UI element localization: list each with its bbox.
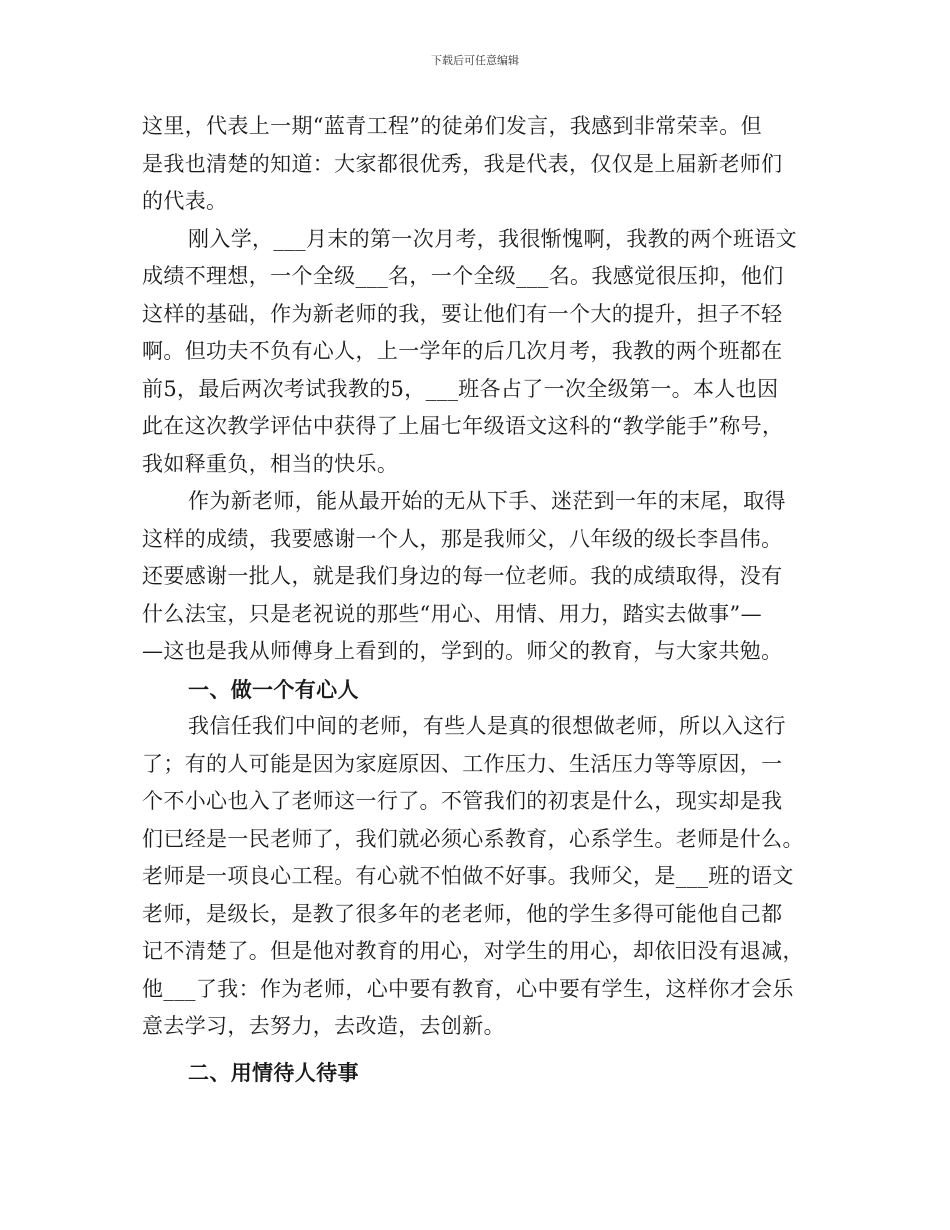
page-header: 下载后可任意编辑 [431, 54, 519, 67]
section-heading: 一、做一个有心人 [188, 676, 359, 702]
text-line: 他___了我：作为老师，心中要有教育，心中要有学生，这样你才会乐 [142, 976, 794, 1001]
text-line: 这样的基础，作为新老师的我，要让他们有一个大的提升，担子不轻 [142, 301, 783, 326]
text-line: 这样的成绩，我要感谢一个人，那是我师父，八年级的级长李昌伟。 [142, 526, 783, 551]
section-heading: 二、用情待人待事 [188, 1059, 359, 1085]
text-line: 们已经是一民老师了，我们就必须心系教育，心系学生。老师是什么。 [142, 826, 804, 851]
text-line: 我如释重负，相当的快乐。 [142, 451, 399, 476]
text-line: 的代表。 [142, 189, 228, 213]
text-line: 作为新老师，能从最开始的无从下手、迷茫到一年的末尾，取得 [188, 489, 786, 513]
text-line: —这也是我从师傅身上看到的，学到的。师父的教育，与大家共勉。 [142, 639, 783, 663]
text-line: 老师，是级长，是教了很多年的老老师，他的学生多得可能他自己都 [142, 901, 783, 926]
text-line: 意去学习，去努力，去改造，去创新。 [142, 1014, 505, 1038]
text-line: 什么法宝，只是老祝说的那些“用心、用情、用力，踏实去做事”— [142, 601, 762, 626]
text-line: 我信任我们中间的老师，有些人是真的很想做老师，所以入这行 [188, 714, 786, 738]
text-line: 还要感谢一批人，就是我们身边的每一位老师。我的成绩取得，没有 [142, 564, 783, 588]
text-line: 啊。但功夫不负有心人，上一学年的后几次月考，我教的两个班都在 [142, 339, 783, 363]
text-line: 老师是一项良心工程。有心就不怕做不好事。我师父，是___班的语文 [142, 864, 794, 888]
text-line: 刚入学，___月末的第一次月考，我很惭愧啊，我教的两个班语文 [188, 226, 797, 251]
document-body [142, 108, 822, 1091]
text-line: 此在这次教学评估中获得了上届七年级语文这科的“教学能手”称号， [142, 414, 784, 438]
text-line: 前5，最后两次考试我教的5，___班各占了一次全级第一。本人也因 [142, 376, 779, 401]
text-line: 了；有的人可能是因为家庭原因、工作压力、生活压力等等原因，一 [142, 751, 783, 776]
text-line: 是我也清楚的知道：大家都很优秀，我是代表，仅仅是上届新老师们 [142, 151, 783, 176]
text-line: 这里，代表上一期“蓝青工程”的徒弟们发言，我感到非常荣幸。但 [142, 114, 762, 138]
text-line: 成绩不理想，一个全级___名，一个全级___名。我感觉很压抑，他们 [142, 264, 784, 288]
text-line: 个不小心也入了老师这一行了。不管我们的初衷是什么，现实却是我 [142, 789, 783, 813]
text-line: 记不清楚了。但是他对教育的用心，对学生的用心，却依旧没有退减， [142, 939, 804, 963]
